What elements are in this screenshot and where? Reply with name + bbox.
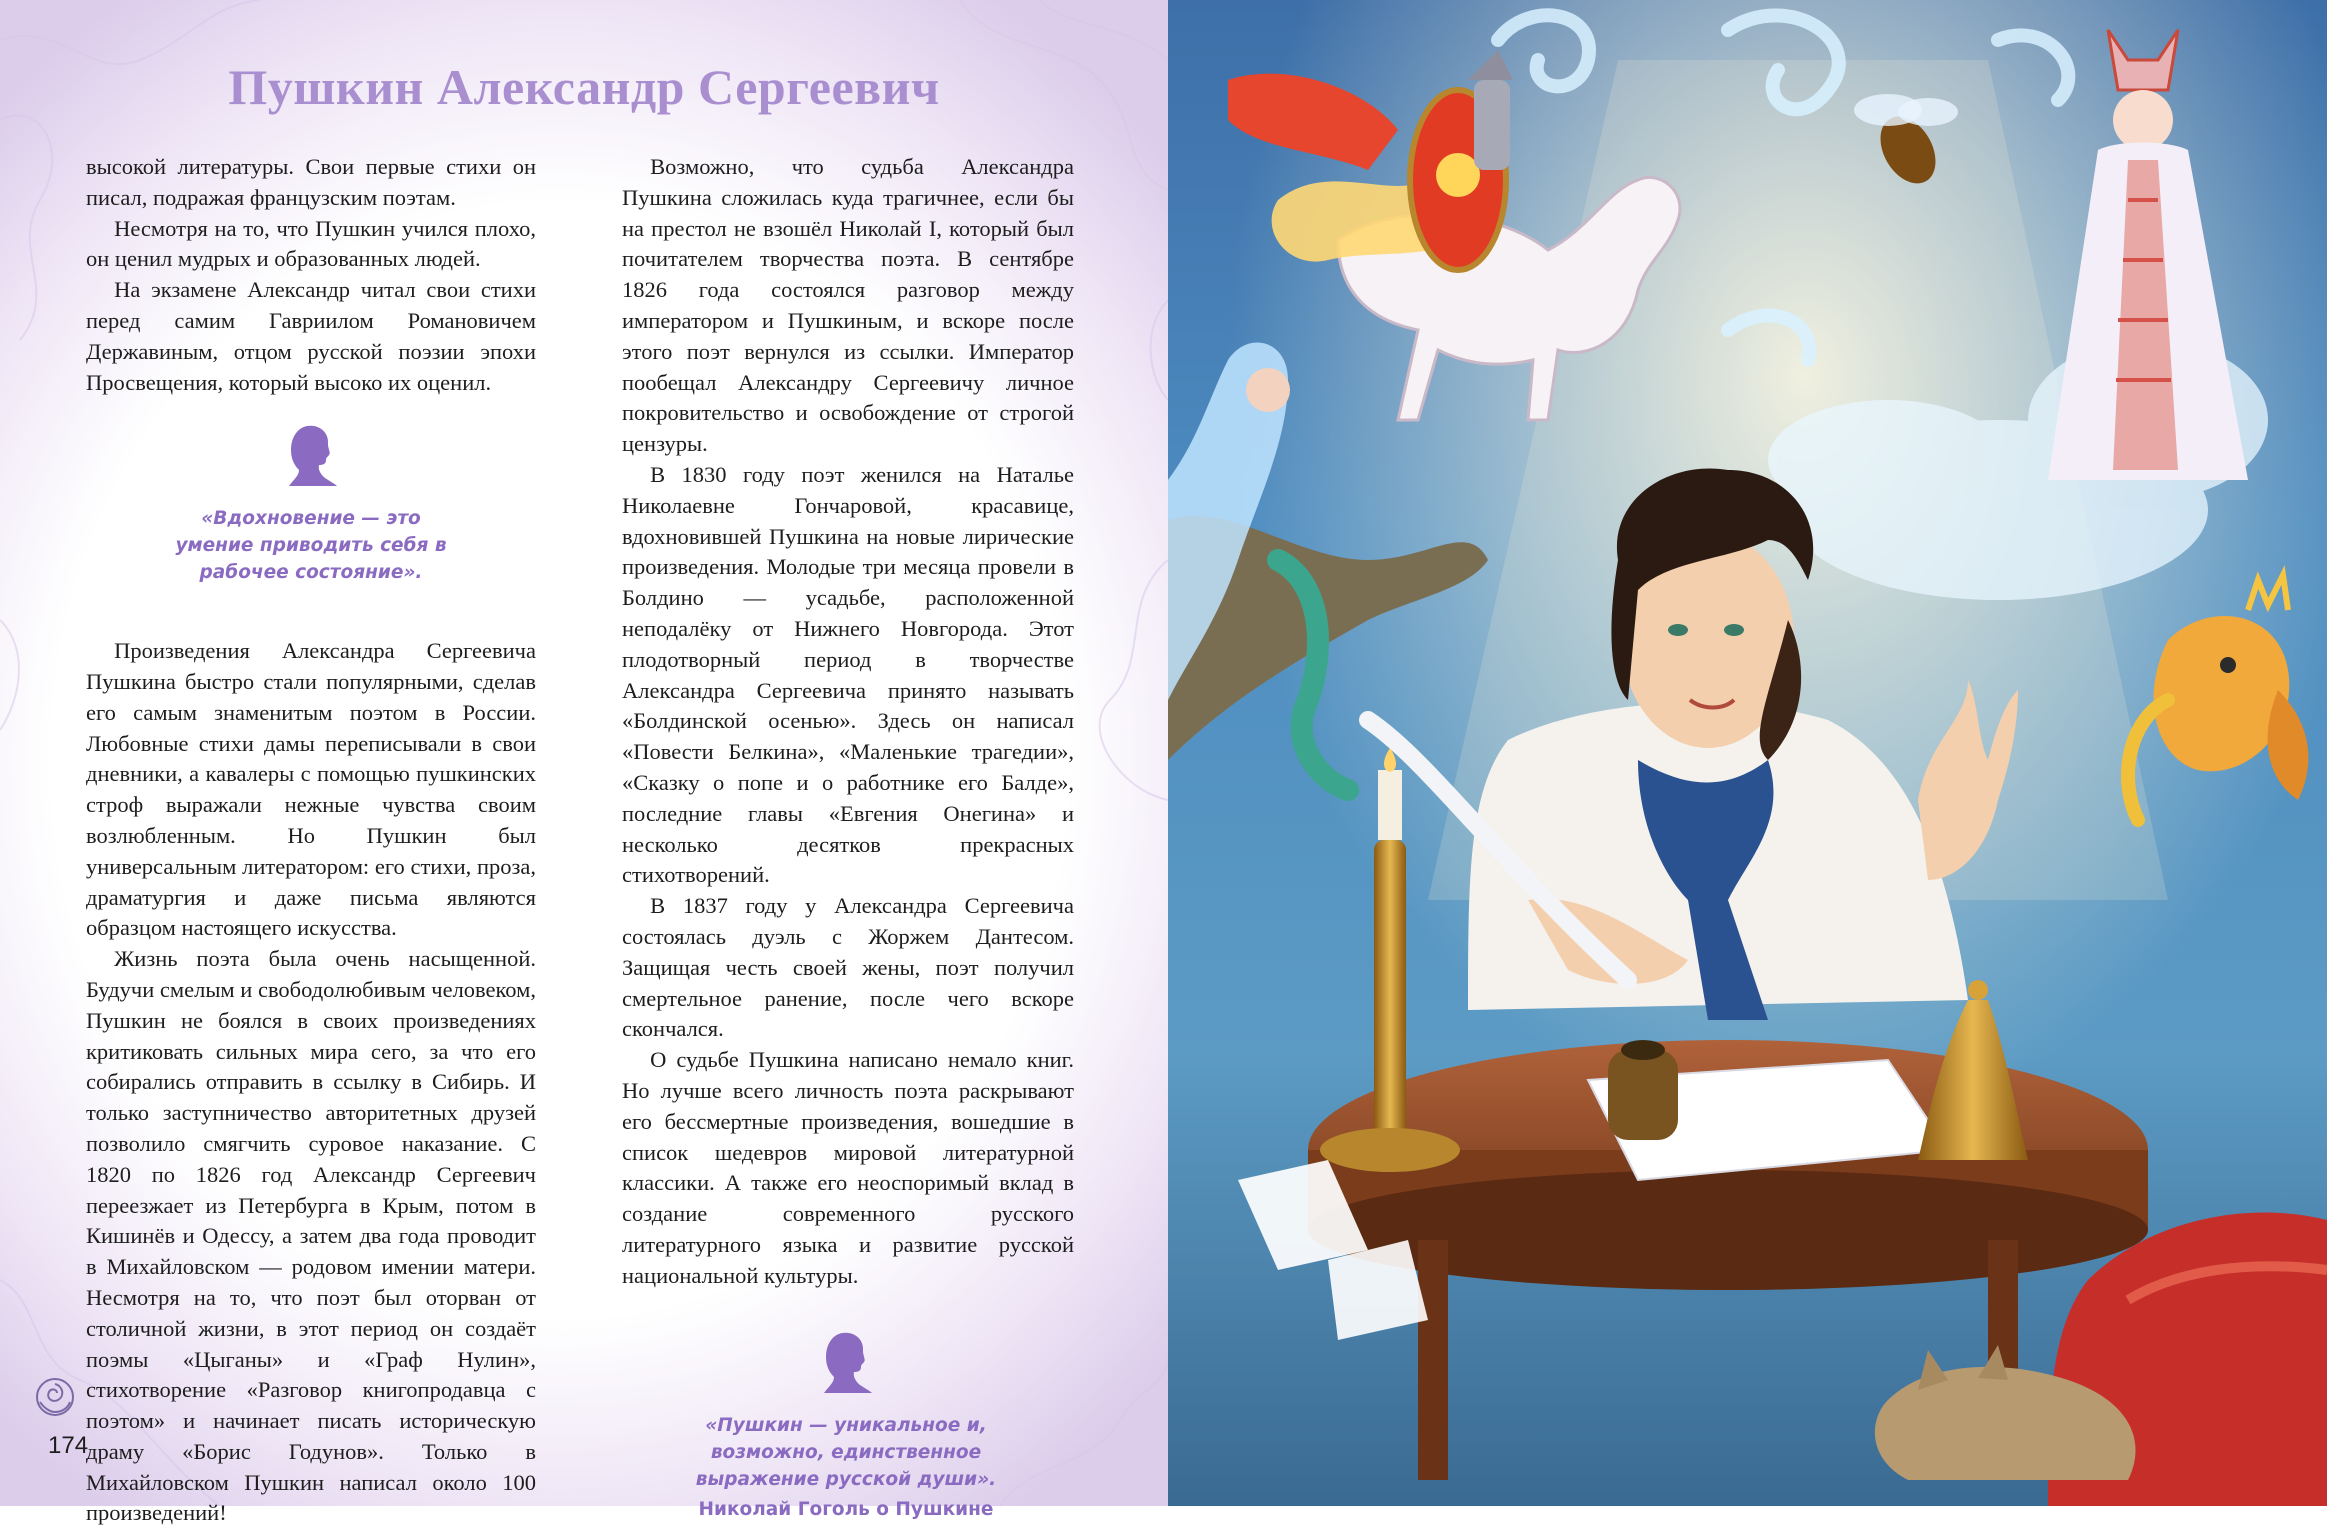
paragraph: На экзамене Александр читал свои стихи перед самим Гавриилом Романовичем Державиным, отцом русской поэзии эпохи Просвещения, который высоко их оценил. bbox=[86, 277, 536, 395]
illustration-page bbox=[1168, 0, 2327, 1506]
paragraph: Жизнь поэта была очень насыщенной. Будучи смелым и свободолюбивым человеком, Пушкин не боялся в своих произведениях критиковать сильных мира сего, за что его собирались отправить в ссылку в Сибирь. И только заступничество авторитетных друзей позволило смягчить суровое наказание. С 1820 по 1826 год Александр Сергеевич переезжает из Петербурга в Крым, потом в Кишинёв и Одессу, а затем два года проводит в Михайловском — родовом имении матери. Несмотря на то, что поэт был оторван от столичной жизни, в этот период он создаёт поэмы «Цыганы» и «Граф Нулин», стихотворение «Разговор книгопродавца с поэтом» и начинает писать историческую драму «Борис Годунов». Только в Михайловском Пушкин написал около 100 произведений! bbox=[86, 946, 536, 1526]
quote-text: «Пушкин — уникальное и, возможно, единственное выражение русской души». bbox=[695, 1415, 997, 1491]
paragraph: В 1830 году поэт женился на Наталье Николаевне Гончаровой, красавице, вдохновившей Пушкина на новые лирические произведения. Молодые три месяца провели в Болдино — усадьбе, расположенной неподалёку от Нижнего Новгорода. Этот плодотворный период в творчестве Александра Сергеевича принято называть «Болдинской осенью». Здесь он написал «Повести Белкина», «Маленькие трагедии», «Сказку о попе и о работнике его Балде», последние главы «Евгения Онегина» и несколько десятков прекрасных стихотворений. bbox=[622, 461, 1074, 888]
pushkin-writing-illustration bbox=[1168, 0, 2327, 1506]
page-title: Пушкин Александр Сергеевич bbox=[228, 59, 940, 115]
rose-icon bbox=[32, 1374, 78, 1420]
paragraph: Возможно, что судьба Александра Пушкина сложилась куда трагичнее, если бы на престол не взошёл Николай I, который был почитателем творчества поэта. В сентябре 1826 года состоялся разговор между императором и Пушкиным, и вскоре после этого поэт вернулся из ссылки. Император пообещал Александру Сергеевичу личное покровительство и освобождение от строгой цензуры. bbox=[622, 154, 1074, 457]
quote-text: «Вдохновение — это умение приводить себя в рабочее состояние». bbox=[175, 508, 447, 584]
text-column-right bbox=[622, 152, 1074, 1525]
paragraph: Несмотря на то, что Пушкин учился плохо, он ценил мудрых и образованных людей. bbox=[86, 215, 536, 272]
page-number: 174 bbox=[48, 1432, 89, 1459]
paragraph: В 1837 году у Александра Сергеевича состоялась дуэль с Жоржем Дантесом. Защищая честь своей жены, поэт получил смертельное ранение, после чего вскоре скончался. bbox=[622, 893, 1074, 1042]
profile-silhouette-icon bbox=[285, 424, 337, 486]
text-column-left bbox=[86, 152, 536, 1529]
quote-block bbox=[161, 424, 461, 586]
inkwell bbox=[1608, 1040, 1678, 1140]
paragraph: высокой литературы. Свои первые стихи он писал, подражая французским поэтам. bbox=[86, 154, 536, 210]
quote-author: Николай Гоголь о Пушкине bbox=[698, 1499, 994, 1521]
profile-silhouette-icon bbox=[820, 1331, 872, 1393]
paragraph: Произведения Александра Сергеевича Пушкина быстро стали популярными, сделав его самым знаменитым поэтом в России. Любовные стихи дамы переписывали в свои дневники, а кавалеры с помощью пушкинских строф выражали нежные чувства своим возлюбленным. Но Пушкин был универсальным литератором: его стихи, проза, драматургия и даже письма являются образцом настоящего искусства. bbox=[86, 638, 536, 941]
paragraph: О судьбе Пушкина написано немало книг. Но лучше всего личность поэта раскрывают его бессмертные произведения, вошедшие в список шедевров мировой литературной классики. А также его неоспоримый вклад в создание современного русского литературного языка и развитие русской национальной культуры. bbox=[622, 1047, 1074, 1288]
quote-block bbox=[686, 1331, 1006, 1525]
